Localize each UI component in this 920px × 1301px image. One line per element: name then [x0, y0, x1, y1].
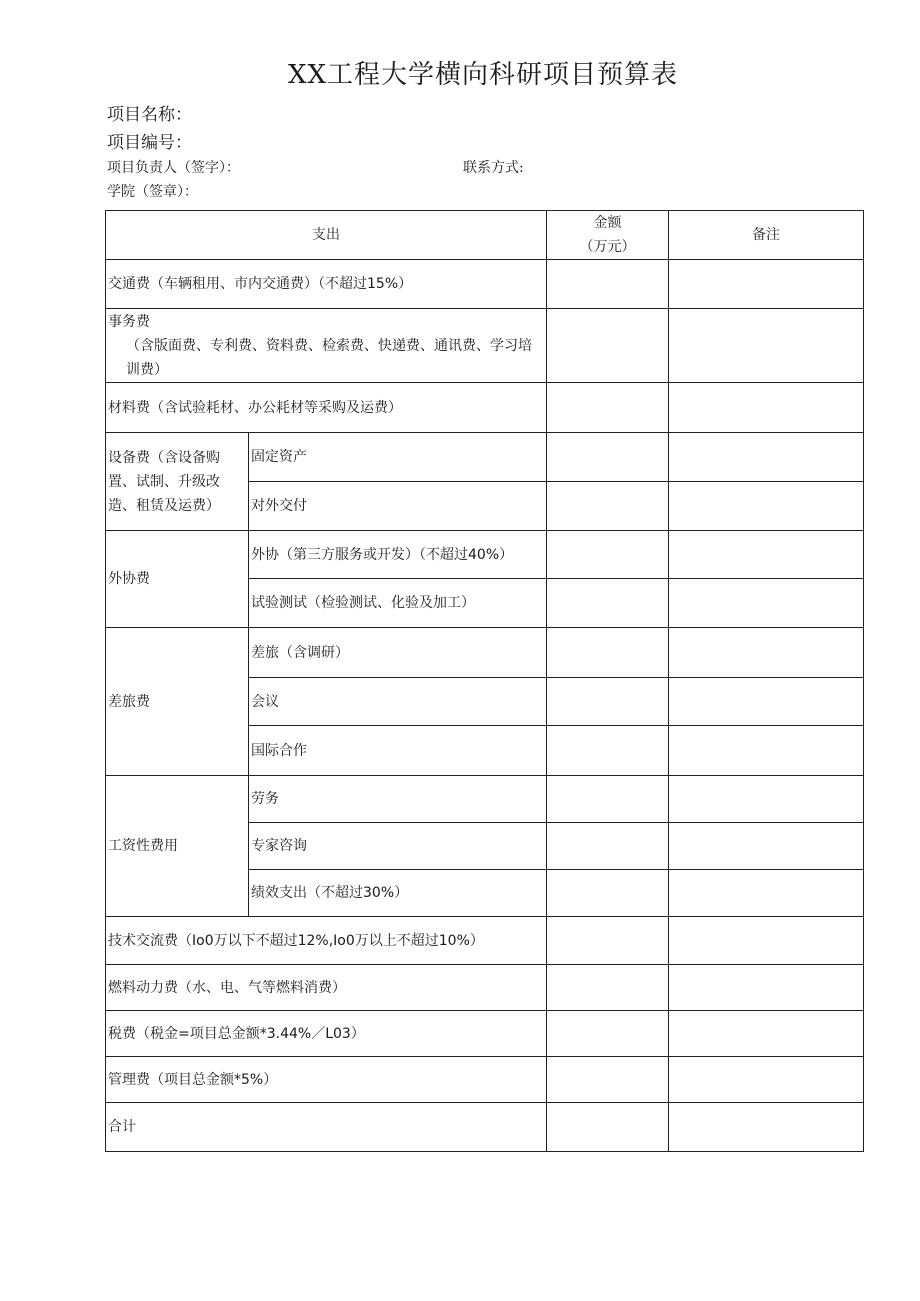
- header-remark: 备注: [669, 211, 864, 260]
- row-transport-remark[interactable]: [669, 260, 864, 309]
- table-row-affairs: [106, 309, 864, 383]
- row-affairs-detail: （含版面费、专利费、资料费、检索费、快递费、通讯费、学习培训费）: [126, 337, 532, 378]
- row-transport-label: 交通费（车辆租用、市内交通费）（不超过15%）: [106, 260, 547, 309]
- row-equipment-external-amount[interactable]: [547, 482, 669, 531]
- header-amount-line2: （万元）: [579, 239, 636, 256]
- row-tech-exchange-amount[interactable]: [547, 917, 669, 965]
- table-row-wage-labor: [106, 776, 864, 823]
- row-wage-labor-label: 劳务: [249, 776, 547, 823]
- row-fuel-power-label: 燃料动力费（水、电、气等燃料消费）: [106, 965, 547, 1011]
- row-tech-exchange-label: 技术交流费（Io0万以下不超过12%,Io0万以上不超过10%）: [106, 917, 547, 965]
- table-row-outsourcing-third: [106, 531, 864, 579]
- row-outsourcing-test-amount[interactable]: [547, 579, 669, 628]
- row-tax-label: 税费（税金=项目总金额*3.44%／L03）: [106, 1011, 547, 1057]
- row-wage-bonus-label: 绩效支出（不超过30%）: [249, 870, 547, 917]
- table-row-equipment-fixed: [106, 433, 864, 482]
- row-wage-expert-remark[interactable]: [669, 823, 864, 870]
- header-amount: [547, 211, 669, 260]
- row-wage-bonus-remark[interactable]: [669, 870, 864, 917]
- row-affairs-title: 事务费: [108, 313, 150, 330]
- row-fuel-power-remark[interactable]: [669, 965, 864, 1011]
- row-fuel-power-amount[interactable]: [547, 965, 669, 1011]
- row-outsourcing-group-label: 外协费: [106, 531, 249, 628]
- row-affairs-amount[interactable]: [547, 309, 669, 383]
- row-wage-bonus-amount[interactable]: [547, 870, 669, 917]
- row-materials-remark[interactable]: [669, 383, 864, 433]
- row-travel-group-label: 差旅费: [106, 628, 249, 776]
- row-equipment-group-label: 设备费（含设备购置、试制、升级改造、租赁及运费）: [106, 433, 249, 531]
- table-row-travel-trip: [106, 628, 864, 678]
- project-number-label: 项目编号：: [107, 133, 192, 153]
- row-outsourcing-test-label: 试验测试（检验测试、化验及加工）: [249, 579, 547, 628]
- table-row-transport: [106, 260, 864, 309]
- row-tech-exchange-remark[interactable]: [669, 917, 864, 965]
- row-materials-amount[interactable]: [547, 383, 669, 433]
- row-total-remark[interactable]: [669, 1103, 864, 1152]
- row-travel-intl-amount[interactable]: [547, 726, 669, 776]
- row-travel-meeting-label: 会议: [249, 678, 547, 726]
- table-row-tech-exchange: [106, 917, 864, 965]
- project-leader-label: 项目负责人（签字）：: [107, 160, 240, 176]
- row-transport-amount[interactable]: [547, 260, 669, 309]
- row-travel-trip-remark[interactable]: [669, 628, 864, 678]
- row-wage-expert-label: 专家咨询: [249, 823, 547, 870]
- row-management-remark[interactable]: [669, 1057, 864, 1103]
- contact-label: 联系方式:: [463, 160, 524, 176]
- row-management-label: 管理费（项目总金额*5%）: [106, 1057, 547, 1103]
- row-equipment-external-label: 对外交付: [249, 482, 547, 531]
- row-affairs-label: [106, 309, 547, 383]
- header-amount-line1: 金额: [593, 215, 622, 231]
- row-affairs-remark[interactable]: [669, 309, 864, 383]
- table-row-materials: [106, 383, 864, 433]
- row-equipment-fixed-label: 固定资产: [249, 433, 547, 482]
- row-equipment-fixed-amount[interactable]: [547, 433, 669, 482]
- row-tax-remark[interactable]: [669, 1011, 864, 1057]
- row-equipment-external-remark[interactable]: [669, 482, 864, 531]
- row-travel-intl-label: 国际合作: [249, 726, 547, 776]
- row-outsourcing-test-remark[interactable]: [669, 579, 864, 628]
- row-equipment-fixed-remark[interactable]: [669, 433, 864, 482]
- table-row-management: [106, 1057, 864, 1103]
- table-header-row: [106, 211, 864, 260]
- row-wage-group-label: 工资性费用: [106, 776, 249, 917]
- row-total-amount[interactable]: [547, 1103, 669, 1152]
- row-tax-amount[interactable]: [547, 1011, 669, 1057]
- row-travel-meeting-remark[interactable]: [669, 678, 864, 726]
- table-row-total: [106, 1103, 864, 1152]
- row-management-amount[interactable]: [547, 1057, 669, 1103]
- row-total-label: 合计: [106, 1103, 547, 1152]
- row-wage-expert-amount[interactable]: [547, 823, 669, 870]
- row-wage-labor-remark[interactable]: [669, 776, 864, 823]
- row-materials-label: 材料费（含试验耗材、办公耗材等采购及运费）: [106, 383, 547, 433]
- row-travel-trip-label: 差旅（含调研）: [249, 628, 547, 678]
- row-travel-trip-amount[interactable]: [547, 628, 669, 678]
- project-name-label: 项目名称：: [107, 105, 192, 125]
- document-title: XX工程大学横向科研项目预算表: [287, 60, 679, 90]
- table-row-tax: [106, 1011, 864, 1057]
- row-outsourcing-third-label: 外协（第三方服务或开发）（不超过40%）: [249, 531, 547, 579]
- row-travel-intl-remark[interactable]: [669, 726, 864, 776]
- row-outsourcing-third-remark[interactable]: [669, 531, 864, 579]
- table-row-fuel-power: [106, 965, 864, 1011]
- budget-table: [105, 210, 864, 1152]
- header-expense: 支出: [106, 211, 547, 260]
- row-wage-labor-amount[interactable]: [547, 776, 669, 823]
- row-outsourcing-third-amount[interactable]: [547, 531, 669, 579]
- row-travel-meeting-amount[interactable]: [547, 678, 669, 726]
- college-label: 学院（签章）：: [107, 184, 198, 200]
